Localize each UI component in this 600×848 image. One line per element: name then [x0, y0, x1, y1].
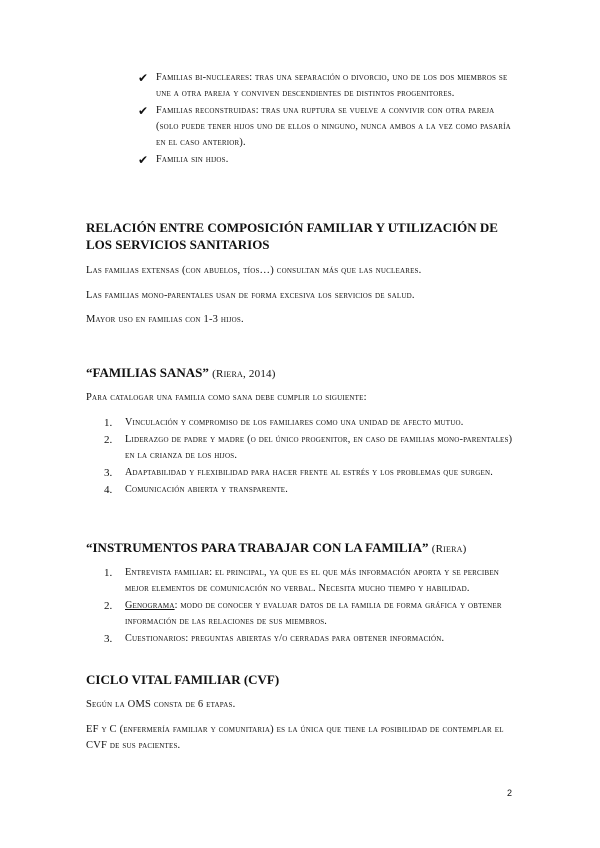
section-heading-instruments [86, 539, 526, 558]
list-item [104, 631, 524, 647]
list-item-number: 4. [104, 484, 113, 496]
heading-citation: (Riera, 2014) [212, 368, 276, 380]
list-item [136, 70, 516, 102]
list-item-text: Cuestionarios: preguntas abiertas y/o cerradas para obtener información. [125, 633, 445, 644]
list-item [104, 415, 524, 431]
list-item [136, 103, 516, 151]
instruments-list [104, 565, 524, 648]
list-item-text: Familias bi-nucleares: tras una separación o divorcio, uno de los dos miembros se une a otra pareja y conviven descendientes de distintos progenitores. [156, 72, 508, 99]
paragraph: EF y C (enfermería familiar y comunitaria) es la única que tiene la posibilidad de contemplar el CVF de sus pacientes. [86, 724, 504, 751]
list-item-text: : modo de conocer y evaluar datos de la familia de forma gráfica y obtener información de las relaciones de sus miembros. [125, 600, 502, 627]
list-item-number: 1. [104, 567, 113, 579]
list-item-text: Liderazgo de padre y madre (o del único progenitor, en caso de familias mono-parentales) en la crianza de los hijos. [125, 434, 513, 461]
list-item [104, 432, 524, 464]
list-item-number: 2. [104, 434, 113, 446]
list-item-text: Familia sin hijos. [156, 154, 229, 165]
list-item [136, 152, 516, 168]
checkmark-icon: ✔ [138, 153, 149, 167]
section-heading-family-life-cycle: CICLO VITAL FAMILIAR (CVF) [86, 672, 280, 687]
list-item [104, 465, 524, 481]
section-heading-healthy-families [86, 364, 526, 383]
checkmark-icon: ✔ [138, 104, 149, 118]
heading-citation: (Riera) [431, 543, 467, 555]
family-types-list [136, 70, 516, 169]
list-item-number: 3. [104, 467, 113, 479]
list-item [104, 565, 524, 597]
healthy-family-criteria-list [104, 415, 524, 499]
list-item-number: 1. [104, 417, 113, 429]
paragraph: Las familias mono-parentales usan de forma excesiva los servicios de salud. [86, 290, 415, 301]
paragraph: Según la OMS consta de 6 etapas. [86, 699, 236, 710]
list-item-text: Vinculación y compromiso de los familiares como una unidad de afecto mutuo. [125, 417, 464, 428]
paragraph: Las familias extensas (con abuelos, tíos…) consultan más que las nucleares. [86, 265, 422, 276]
heading-text: “INSTRUMENTOS PARA TRABAJAR CON LA FAMILIA” [86, 540, 429, 555]
list-item-text: Comunicación abierta y transparente. [125, 484, 288, 495]
section-heading-composition: RELACIÓN ENTRE COMPOSICIÓN FAMILIAR Y UTILIZACIÓN DE LOS SERVICIOS SANITARIOS [86, 220, 498, 252]
list-item-text: Adaptabilidad y flexibilidad para hacer frente al estrés y los problemas que surgen. [125, 467, 493, 478]
list-item-text: Entrevista familiar: el principal, ya que es el que más información aporta y se perciben mejor elementos de comunicación no verbal. Necesita mucho tiempo y habilidad. [125, 567, 500, 594]
list-item-text: Familias reconstruidas: tras una ruptura se vuelve a convivir con otra pareja (solo puede tener hijos uno de ellos o ninguno, nunca ambos a la vez como pasaría en el caso anterior). [156, 105, 511, 148]
list-item-term: Genograma [125, 600, 175, 611]
list-item [104, 598, 524, 630]
page-number: 2 [507, 788, 513, 798]
heading-text: “FAMILIAS SANAS” [86, 365, 209, 380]
list-item-number: 2. [104, 600, 113, 612]
paragraph: Para catalogar una familia como sana debe cumplir lo siguiente: [86, 392, 367, 403]
list-item [104, 482, 524, 498]
checkmark-icon: ✔ [138, 71, 149, 85]
list-item-number: 3. [104, 633, 113, 645]
paragraph: Mayor uso en familias con 1-3 hijos. [86, 314, 244, 325]
